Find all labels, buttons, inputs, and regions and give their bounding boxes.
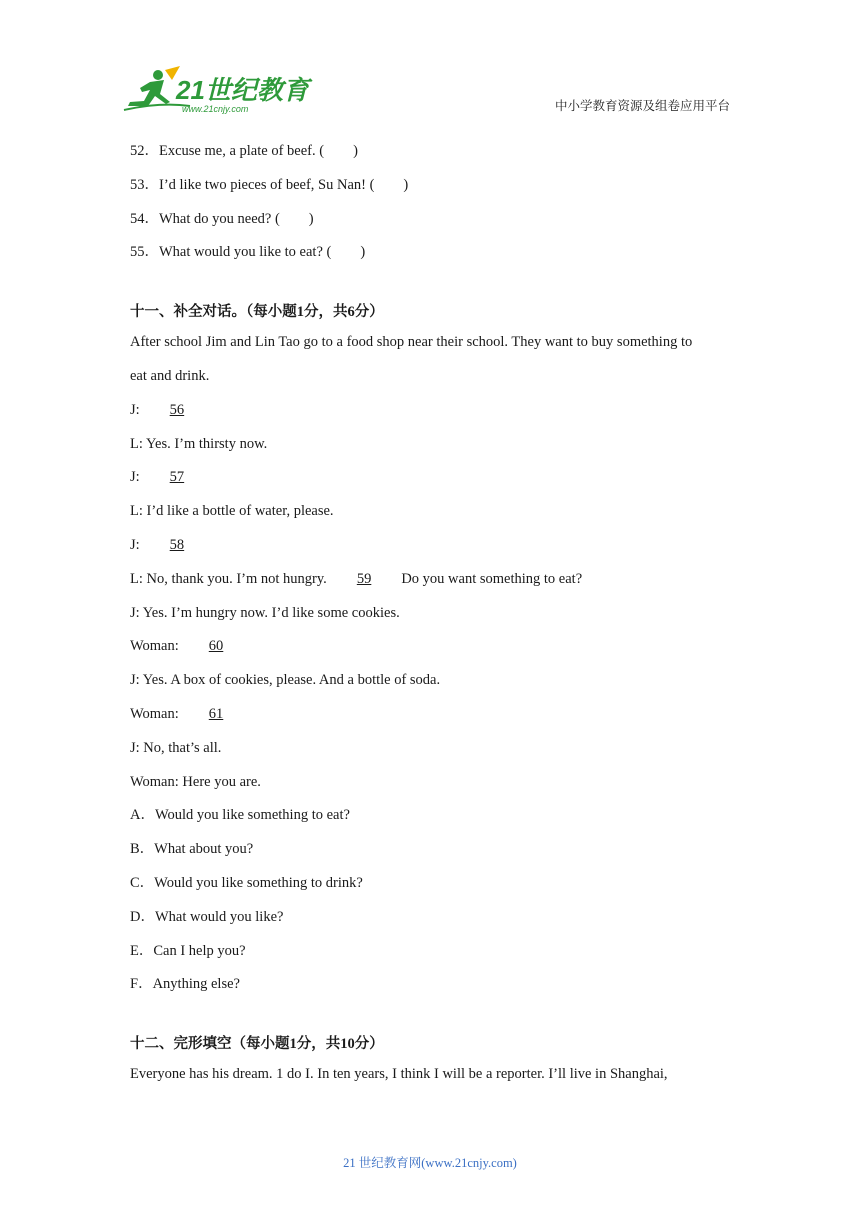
dialog-line: J: 57: [130, 461, 730, 495]
section-12-title: 十二、完形填空（每小题1分，共10分）: [130, 1036, 384, 1053]
section-11-title: 十一、补全对话。（每小题1分，共6分）: [130, 304, 384, 321]
question-52: 52．Excuse me, a plate of beef. ( ): [130, 143, 358, 159]
platform-name: 中小学教育资源及组卷应用平台: [554, 98, 730, 113]
section-11-intro: After school Jim and Lin Tao go to a food shop near their school. They want to buy something to: [130, 334, 693, 351]
logo-icon: [120, 66, 309, 116]
dialog-line: L: Yes. I’m thirsty now.: [130, 435, 268, 452]
option-c: C．Would you like something to drink?: [130, 874, 363, 891]
blank-58: 58: [169, 536, 185, 553]
dialog-line: Woman: Here you are.: [130, 773, 261, 790]
page-footer: 21 世纪教育网(www.21cnjy.com): [343, 1156, 517, 1170]
blank-60: 60: [208, 638, 224, 655]
blank-61: 61: [208, 705, 224, 722]
option-b: B．What about you?: [130, 841, 254, 858]
option-f: F．Anything else?: [130, 976, 240, 993]
logo-text: 21世纪教育: [176, 75, 309, 105]
dialog-line: J: Yes. I’m hungry now. I’d like some cookies.: [130, 604, 400, 621]
page-header: [0, 0, 860, 130]
dialog-line: J: No, that’s all.: [130, 739, 222, 756]
dialog-line: J: 58: [130, 529, 730, 563]
dialog-line: J: 56: [130, 394, 730, 428]
section-12-passage: Everyone has his dream. 1 do I. In ten years, I think I will be a reporter. I’ll live in Shanghai,: [130, 1066, 668, 1083]
logo-url: www.21cnjy.com: [182, 104, 249, 114]
option-a: A．Would you like something to eat?: [130, 807, 350, 824]
dialog-line: Woman: 61: [130, 698, 730, 732]
option-e: E．Can I help you?: [130, 942, 246, 959]
dialog-line: L: I’d like a bottle of water, please.: [130, 503, 334, 520]
blank-56: 56: [169, 401, 185, 418]
header-divider: [120, 120, 740, 121]
blank-57: 57: [169, 469, 185, 486]
dialog-line: Woman: 60: [130, 630, 730, 664]
question-55: 55．What would you like to eat? ( ): [130, 244, 366, 261]
question-54: 54．What do you need? ( ): [130, 210, 314, 227]
option-d: D．What would you like?: [130, 908, 284, 925]
dialog-line: L: No, thank you. I’m not hungry. 59 Do you want something to eat?: [130, 563, 730, 597]
dialog-line: J: Yes. A box of cookies, please. And a bottle of soda.: [130, 672, 441, 689]
section-11-intro-cont: eat and drink.: [130, 367, 210, 384]
document-body: [130, 135, 730, 1092]
blank-59: 59: [356, 570, 372, 587]
question-53: 53．I’d like two pieces of beef, Su Nan! ( ): [130, 176, 409, 193]
